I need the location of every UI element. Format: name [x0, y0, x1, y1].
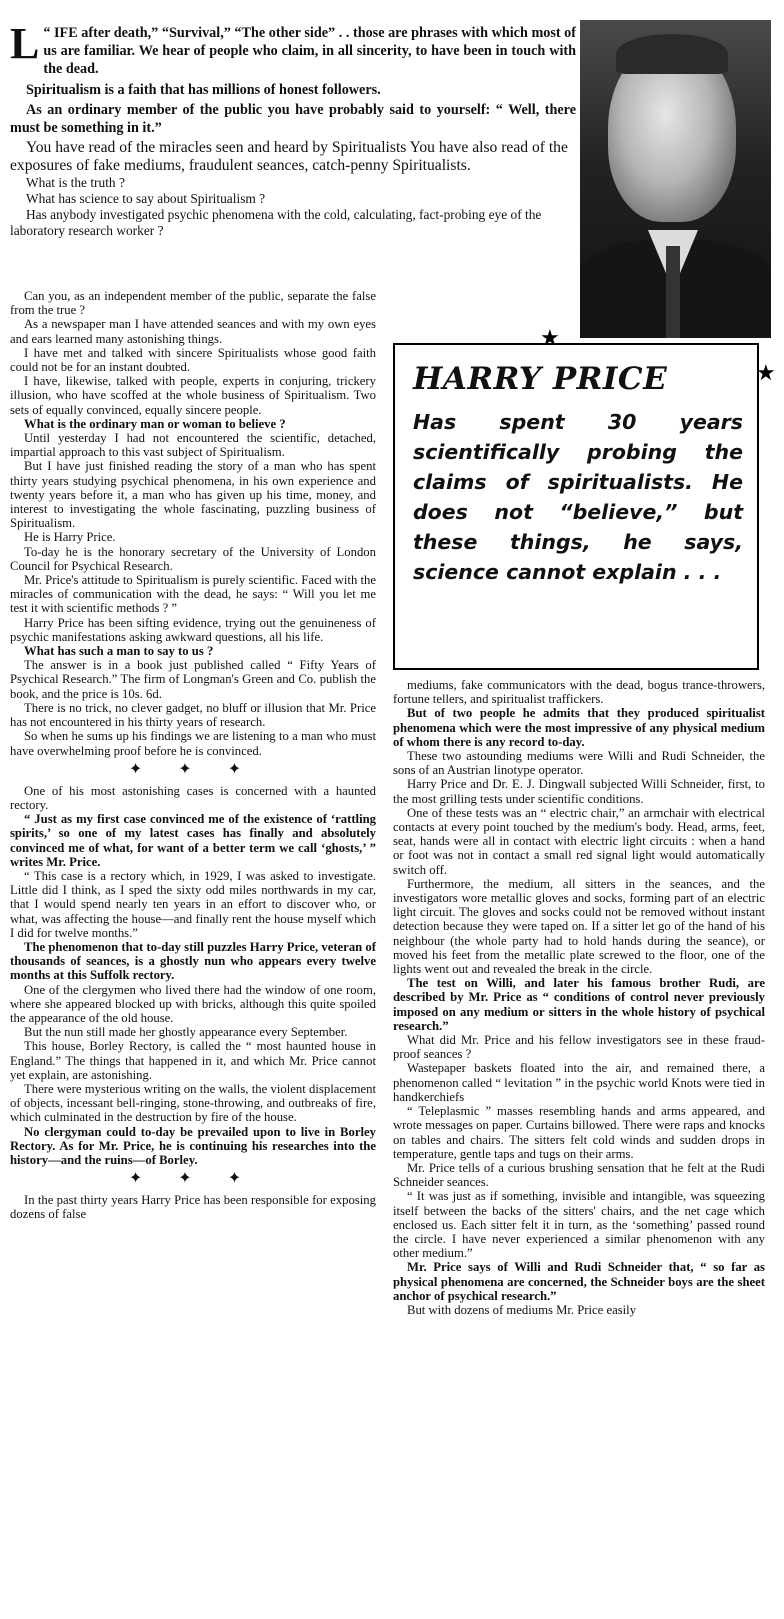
- article-paragraph: Furthermore, the medium, all sitters in the seances, and the investigators wore metallic gloves and socks, forming part of an electric light circuit. The gloves and socks could not be removed without instant detection because they were taped on. If a sitter let go of the hand of his neighbour (the whole party had to hold hands during the seance), or moved his feet from the metallic plate screwed to the floor, one of the lights went out and revealed the break in the circle.: [393, 876, 765, 977]
- right-column: [393, 678, 765, 1317]
- article-paragraph: One of these tests was an “ electric chair,” an armchair with electrical contacts at every point touched by the medium's body. Head, arms, feet, seat, hands were all in contact with electric light circuits : when a hand or foot was not in contact a small red signal light would automatically switch off.: [393, 805, 765, 877]
- star-icon: ★: [540, 325, 560, 350]
- article-paragraph: The answer is in a book just published called “ Fifty Years of Psychical Research.” The firm of Longman's Green and Co. publish the book, and the price is 10s. 6d.: [10, 658, 376, 701]
- article-paragraph: “ Just as my first case convinced me of the existence of ‘rattling spirits,’ so one of my latest cases has finally and absolutely convinced me of what, for want of a better term we call ‘ghosts,’ ” writes Mr. Price.: [10, 812, 376, 869]
- article-paragraph: What has such a man to say to us ?: [24, 644, 214, 659]
- article-paragraph: So when he sums up his findings we are listening to a man who must have overwhelming proof before he is convinced.: [10, 729, 376, 758]
- article-paragraph: “ It was just as if something, invisible and intangible, was squeezing itself between the backs of the sitters' chairs, and the net cage which enclosed us. Each sitter felt it in turn, as the ‘something’ passed round the circle. I have never experienced a similar phenomenon with any other medium.”: [393, 1189, 765, 1261]
- drop-cap: L: [10, 19, 40, 68]
- article-paragraph: “ This case is a rectory which, in 1929, I was asked to investigate. Little did I think, as I sped the sixty odd miles northwards in my car, that I would spend nearly ten years in an effort to discover who, or what, was affecting the house—and finally rent the house myself which I did for twelve months.”: [10, 868, 376, 940]
- article-paragraph: One of the clergymen who lived there had the window of one room, where she appeared blocked up with bricks, although this quite spoiled the appearance of the old house.: [10, 982, 376, 1025]
- callout-box: [393, 343, 759, 670]
- article-paragraph: But with dozens of mediums Mr. Price easily: [407, 1302, 637, 1317]
- section-separator: ✦ ✦ ✦: [128, 760, 258, 778]
- lead-paragraph: As an ordinary member of the public you have probably said to yourself: “ Well, there must be something in it.”: [10, 101, 576, 137]
- section-separator: ✦ ✦ ✦: [128, 1170, 258, 1188]
- article-paragraph: This house, Borley Rectory, is called the “ most haunted house in England.” The things that happened in it, and which Mr. Price cannot yet explain, are astonishing.: [10, 1039, 376, 1082]
- article-paragraph: Wastepaper baskets floated into the air, and remained there, a phenomenon called “ levitation ” in the psychic world Knots were tied in handkerchiefs: [393, 1061, 765, 1104]
- callout-blurb: Has spent 30 years scientifically probing the claims of spiritualists. He does not “believe,” but these things, he says, science cannot explain . . .: [413, 410, 743, 584]
- lead-large-paragraph: You have read of the miracles seen and heard by Spiritualists You have also read of the exposures of fake mediums, fraudulent seances, catch-penny Spiritualists.: [10, 139, 568, 175]
- article-paragraph: Can you, as an independent member of the public, separate the false from the true ?: [10, 289, 376, 318]
- article-paragraph: One of his most astonishing cases is concerned with a haunted rectory.: [10, 783, 376, 812]
- portrait-tie: [666, 246, 680, 338]
- article-paragraph: But the nun still made her ghostly appearance every September.: [24, 1025, 348, 1040]
- article-paragraph: But of two people he admits that they produced spiritualist phenomena which were the most impressive of any physical medium of whom there is any record to-day.: [393, 706, 765, 749]
- portrait-photo: [580, 20, 771, 338]
- article-paragraph: He is Harry Price.: [24, 530, 116, 545]
- article-paragraph: But I have just finished reading the story of a man who has spent thirty years studying psychical phenomena, in his own experience and twenty years before it, a man who has given up his time, money, and interest to investigating the whole fascinating, puzzling business of Spiritualism.: [10, 459, 376, 531]
- article-paragraph: These two astounding mediums were Willi and Rudi Schneider, the sons of an Austrian linotype operator.: [393, 749, 765, 778]
- lead-paragraph: L “ IFE after death,” “Survival,” “The other side” . . those are phrases with which most of us are familiar. We hear of people who claim, in all sincerity, to have been in touch with the dead.: [10, 19, 576, 78]
- article-paragraph: What did Mr. Price and his fellow investigators see in these fraud-proof seances ?: [393, 1033, 765, 1062]
- article-paragraph: There were mysterious writing on the walls, the violent displacement of objects, incessant bell-ringing, stone-throwing, and outbreaks of fire, which culminated in the destruction by fire of the house.: [10, 1081, 376, 1125]
- article-paragraph: The phenomenon that to-day still puzzles Harry Price, veteran of thousands of seances, is a ghostly nun who appears every twelve months at this Suffolk rectory.: [10, 939, 376, 983]
- article-paragraph: I have met and talked with sincere Spiritualists whose good faith could not be for an instant doubted.: [10, 345, 376, 375]
- article-paragraph: No clergyman could to-day be prevailed upon to live in Borley Rectory. As for Mr. Price, he is continuing his researches into the history—and the ruins—of Borley.: [10, 1124, 376, 1167]
- question: Has anybody investigated psychic phenomena with the cold, calculating, fact-probing eye of the laboratory research worker ?: [10, 207, 542, 239]
- article-paragraph: Harry Price has been sifting evidence, trying out the genuineness of psychic manifestations asking awkward questions, all his life.: [10, 615, 376, 644]
- article-paragraph: In the past thirty years Harry Price has been responsible for exposing dozens of false: [10, 1193, 376, 1222]
- article-paragraph: Until yesterday I had not encountered the scientific, detached, impartial approach to this vast subject of Spiritualism.: [10, 431, 376, 460]
- article-paragraph: To-day he is the honorary secretary of the University of London Council for Psychical Research.: [10, 544, 376, 573]
- question: What has science to say about Spiritualism ?: [26, 191, 266, 207]
- left-column: [10, 289, 376, 1222]
- article-paragraph: What is the ordinary man or woman to believe ?: [24, 416, 286, 431]
- article-paragraph: Mr. Price tells of a curious brushing sensation that he felt at the Rudi Schneider seances.: [393, 1160, 765, 1190]
- article-paragraph: Mr. Price's attitude to Spiritualism is purely scientific. Faced with the miracles of communication with the dead, he says: “ Will you let me test it with scientific methods ? ”: [10, 573, 376, 616]
- lead-section: [10, 19, 576, 239]
- article-paragraph: mediums, fake communicators with the dead, bogus trance-throwers, fortune tellers, and spiritualist traffickers.: [393, 678, 765, 707]
- article-paragraph: As a newspaper man I have attended seances and with my own eyes and ears learned many astonishing things.: [10, 317, 376, 346]
- article-paragraph: Harry Price and Dr. E. J. Dingwall subjected Willi Schneider, first, to the most grilling tests under scientific conditions.: [393, 777, 765, 806]
- article-paragraph: I have, likewise, talked with people, experts in conjuring, trickery illusion, who have scoffed at the whole business of Spiritualism. Two sets of equally convinced, equally sincere people.: [10, 374, 376, 417]
- article-paragraph: “ Teleplasmic ” masses resembling hands and arms appeared, and wrote messages on paper. Curtains billowed. There were raps and knocks on tables and chairs. The sitters felt cold winds and sudden drops in temperature, gentle taps and tugs on their arms.: [393, 1104, 765, 1161]
- portrait-hair: [616, 34, 728, 74]
- star-icon: ★: [756, 360, 776, 385]
- article-paragraph: There is no trick, no clever gadget, no bluff or illusion that Mr. Price has not encountered in his thirty years of research.: [10, 700, 376, 730]
- callout-name: HARRY PRICE: [413, 361, 668, 397]
- article-paragraph: Mr. Price says of Willi and Rudi Schneider that, “ so far as physical phenomena are concerned, the Schneider boys are the sheet anchor of psychical research.”: [393, 1260, 765, 1303]
- lead-paragraph: Spiritualism is a faith that has millions of honest followers.: [26, 81, 381, 98]
- article-paragraph: The test on Willi, and later his famous brother Rudi, are described by Mr. Price as “ conditions of control never previously imposed on any medium or sitters in the whole history of psychical research.”: [393, 976, 765, 1033]
- question: What is the truth ?: [26, 175, 125, 191]
